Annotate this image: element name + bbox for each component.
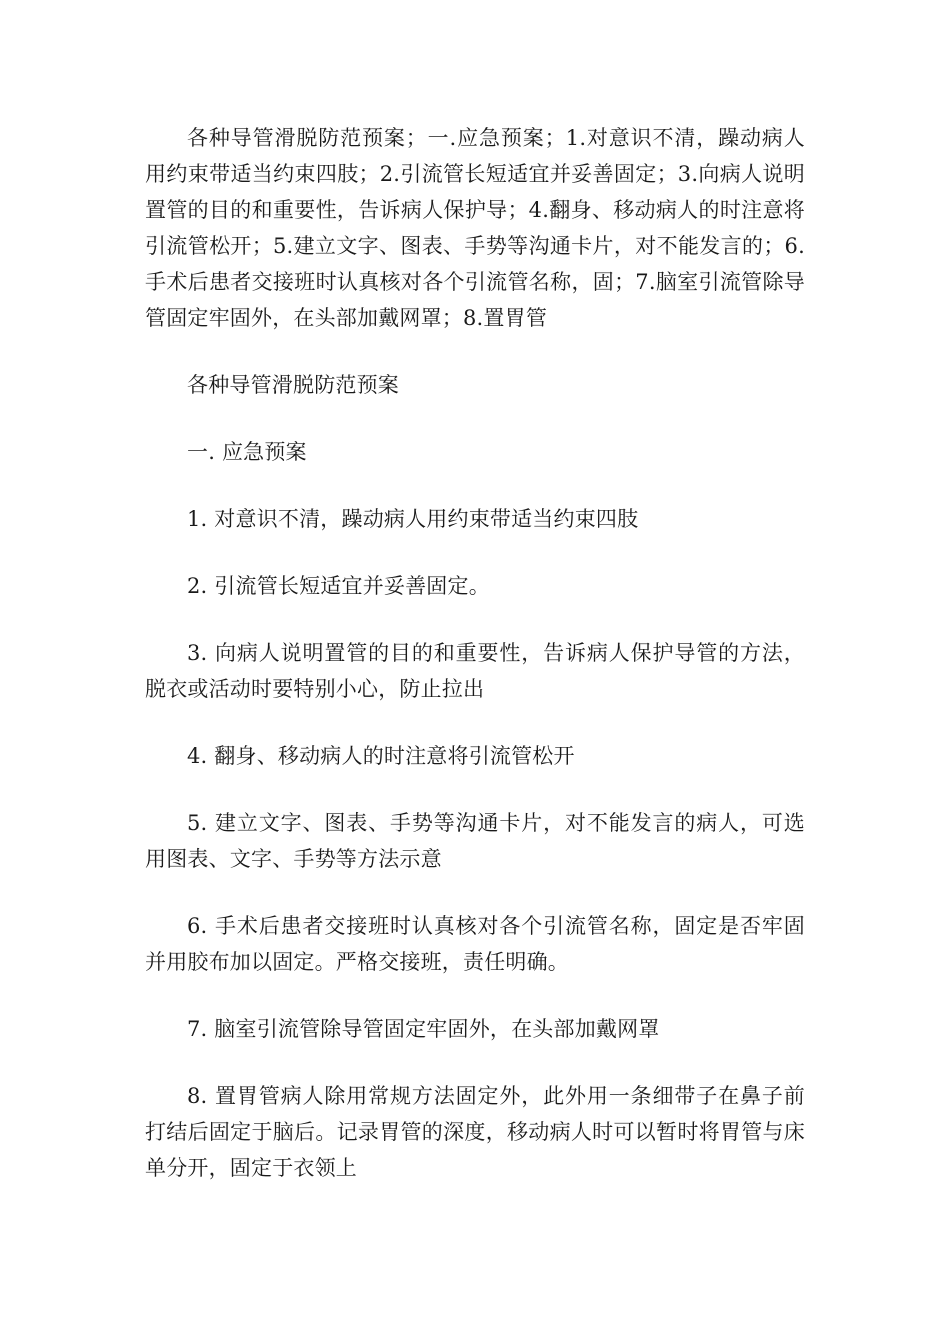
document-title: 各种导管滑脱防范预案	[187, 373, 399, 397]
section-heading: 一. 应急预案	[187, 440, 307, 464]
list-item-2: 2. 引流管长短适宜并妥善固定。	[187, 574, 490, 598]
summary-paragraph: 各种导管滑脱防范预案；一.应急预案；1.对意识不清，躁动病人用约束带适当约束四肢；2.引流管长短适宜并妥善固定；3.向病人说明置管的目的和重要性，告诉病人保护导；4.翻身、移动病人的时注意将引流管松开；5.建立文字、图表、手势等沟通卡片，对不能发言的；6.手术后患者交接班时认真核对各个引流管名称，固；7.脑室引流管除导管固定牢固外，在头部加戴网罩；8.置胃管	[145, 126, 805, 330]
list-item-5: 5. 建立文字、图表、手势等沟通卡片，对不能发言的病人，可选用图表、文字、手势等方法示意	[145, 811, 805, 871]
list-item-4: 4. 翻身、移动病人的时注意将引流管松开	[187, 744, 575, 768]
list-item-7: 7. 脑室引流管除导管固定牢固外，在头部加戴网罩	[187, 1017, 660, 1041]
list-item-6: 6. 手术后患者交接班时认真核对各个引流管名称，固定是否牢固并用胶布加以固定。严格交接班，责任明确。	[145, 914, 805, 974]
document-body	[145, 120, 805, 1186]
list-item-8: 8. 置胃管病人除用常规方法固定外，此外用一条细带子在鼻子前打结后固定于脑后。记录胃管的深度，移动病人时可以暂时将胃管与床单分开，固定于衣领上	[145, 1084, 805, 1180]
list-item-3: 3. 向病人说明置管的目的和重要性，告诉病人保护导管的方法，脱衣或活动时要特别小心，防止拉出	[145, 641, 805, 701]
list-item-1: 1. 对意识不清，躁动病人用约束带适当约束四肢	[187, 507, 639, 531]
